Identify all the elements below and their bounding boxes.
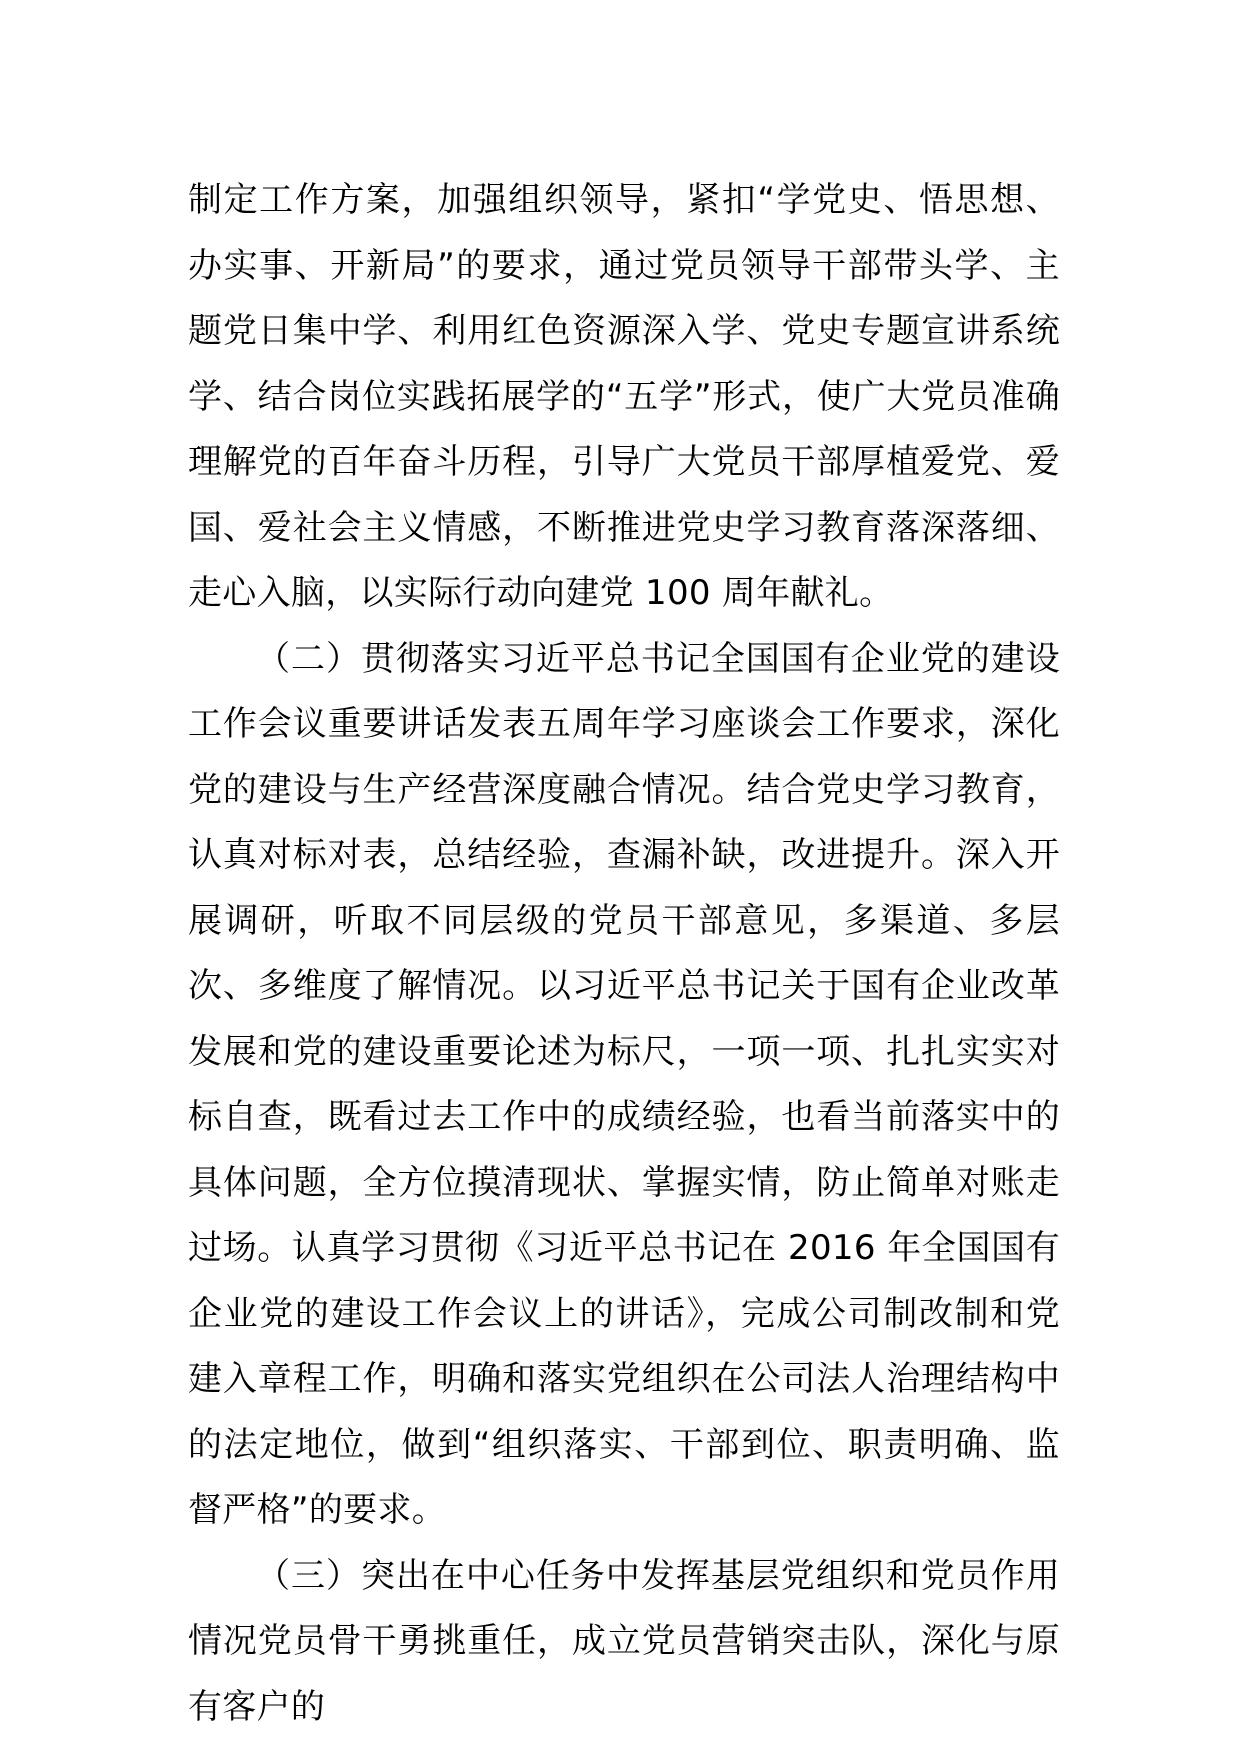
paragraph-section-three: （三）突出在中心任务中发挥基层党组织和党员作用情况党员骨干勇挑重任，成立党员营销突击队，深化与原有客户的 [188, 1555, 1060, 1727]
paragraph-continued: 制定工作方案，加强组织领导，紧扣“学党史、悟思想、办实事、开新局”的要求，通过党员领导干部带头学、主题党日集中学、利用红色资源深入学、党史专题宣讲系统学、结合岗位实践拓展学的“五学”形式，使广大党员准确理解党的百年奋斗历程，引导广大党员干部厚植爱党、爱国、爱社会主义情感，不断推进党史学习教育落深落细、走心入脑，以实际行动向建党 100 周年献礼。 [188, 180, 1060, 613]
document-body [188, 168, 1060, 1740]
paragraph-section-two: （二）贯彻落实习近平总书记全国国有企业党的建设工作会议重要讲话发表五周年学习座谈会工作要求，深化党的建设与生产经营深度融合情况。结合党史学习教育，认真对标对表，总结经验，查漏补缺，改进提升。深入开展调研，听取不同层级的党员干部意见，多渠道、多层次、多维度了解情况。以习近平总书记关于国有企业改革发展和党的建设重要论述为标尺，一项一项、扎扎实实对标自查，既看过去工作中的成绩经验，也看当前落实中的具体问题，全方位摸清现状、掌握实情，防止简单对账走过场。认真学习贯彻《习近平总书记在 2016 年全国国有企业党的建设工作会议上的讲话》，完成公司制改制和党建入章程工作，明确和落实党组织在公司法人治理结构中的法定地位，做到“组织落实、干部到位、职责明确、监督严格”的要求。 [188, 638, 1060, 1530]
